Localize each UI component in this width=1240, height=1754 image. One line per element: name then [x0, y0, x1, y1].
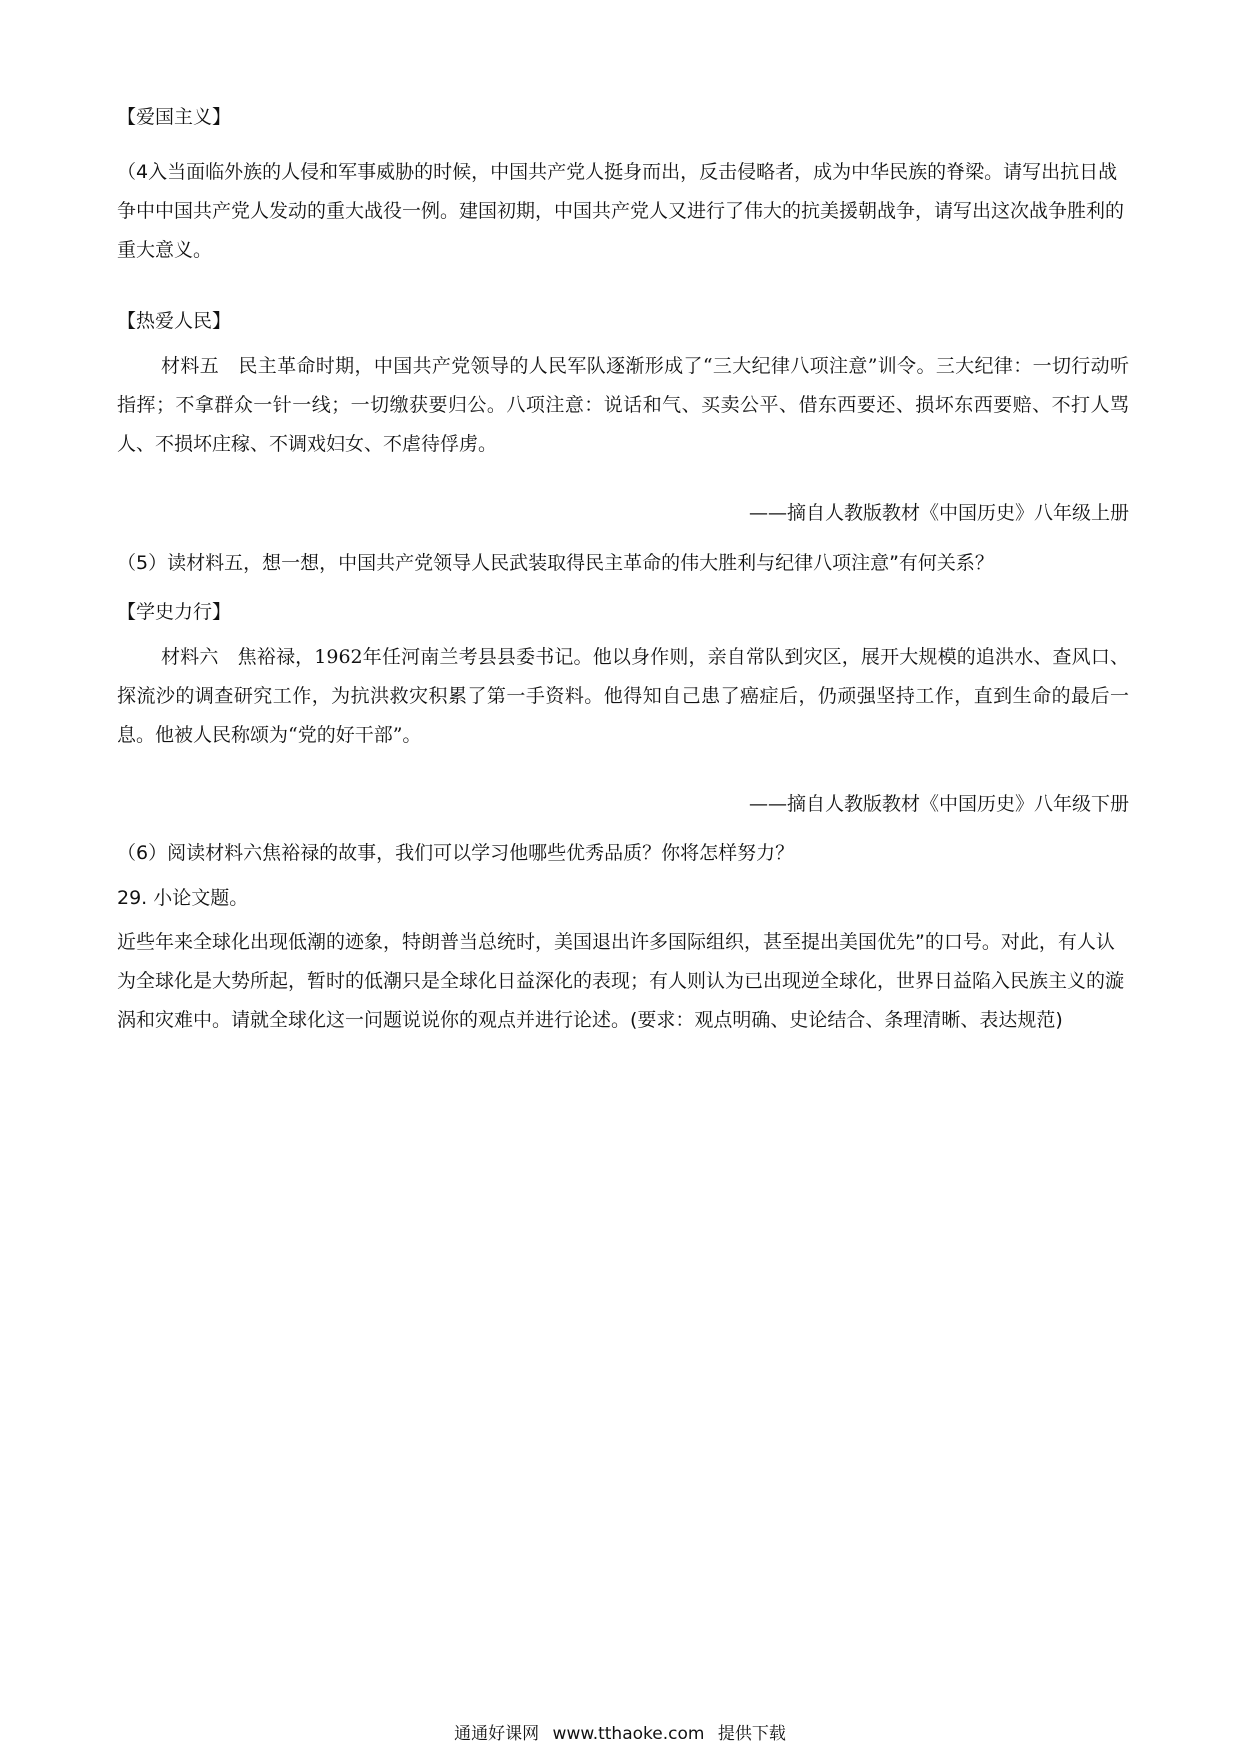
material-six: 材料六 焦裕禄，1962年任河南兰考县县委书记。他以身作则，亲自常队到灾区，展开大规模的追洪水、查风口、探流沙的调查研究工作，为抗洪救灾积累了第一手资料。他得知自己患了癌症后，仍顽强坚持工作，直到生命的最后一息。他被人民称颂为“党的好干部”。 — [117, 646, 1129, 746]
heading-study-history: 【学史力行】 — [117, 601, 232, 623]
page-footer — [0, 1722, 1240, 1746]
question-5: （5）读材料五，想一想，中国共产党领导人民武装取得民主革命的伟大胜利与纪律八项注意”有何关系？ — [117, 552, 994, 574]
heading-love-people: 【热爱人民】 — [117, 310, 232, 332]
question-4: （4入当面临外族的人侵和军事威胁的时候，中国共产党人挺身而出，反击侵略者，成为中华民族的脊梁。请写出抗日战争中中国共产党人发动的重大战役一例。建国初期，中国共产党人又进行了伟大的抗美援朝战争，请写出这次战争胜利的重大意义。 — [117, 161, 1125, 261]
question-29-title: 29. 小论文题。 — [117, 887, 249, 909]
footer-note: 提供下载 — [717, 1724, 786, 1744]
material-five: 材料五 民主革命时期，中国共产党领导的人民军队逐渐形成了“三大纪律八项注意”训令。三大纪律：一切行动听指挥；不拿群众一针一线；一切缴获要归公。八项注意：说话和气、买卖公平、借东西要还、损坏东西要赔、不打人骂人、不损坏庄稼、不调戏妇女、不虐待俘虏。 — [117, 355, 1129, 455]
heading-patriotism: 【爱国主义】 — [117, 106, 232, 128]
question-29-body: 近些年来全球化出现低潮的迹象，特朗普当总统时，美国退出许多国际组织，甚至提出美国优先”的口号。对此，有人认为全球化是大势所起，暂时的低潮只是全球化日益深化的表现；有人则认为已出现逆全球化，世界日益陷入民族主义的漩涡和灾难中。请就全球化这一问题说说你的观点并进行论述。(要求：观点明确、史论结合、条理清晰、表达规范) — [117, 931, 1125, 1031]
footer-url: www.tthaoke.com — [552, 1724, 705, 1744]
question-6: （6）阅读材料六焦裕禄的故事，我们可以学习他哪些优秀品质？你将怎样努力？ — [117, 842, 795, 864]
material-six-source: ——摘自人教版教材《中国历史》八年级下册 — [748, 793, 1129, 815]
material-five-source: ——摘自人教版教材《中国历史》八年级上册 — [748, 502, 1129, 524]
footer-site-name: 通通好课网 — [454, 1724, 540, 1744]
